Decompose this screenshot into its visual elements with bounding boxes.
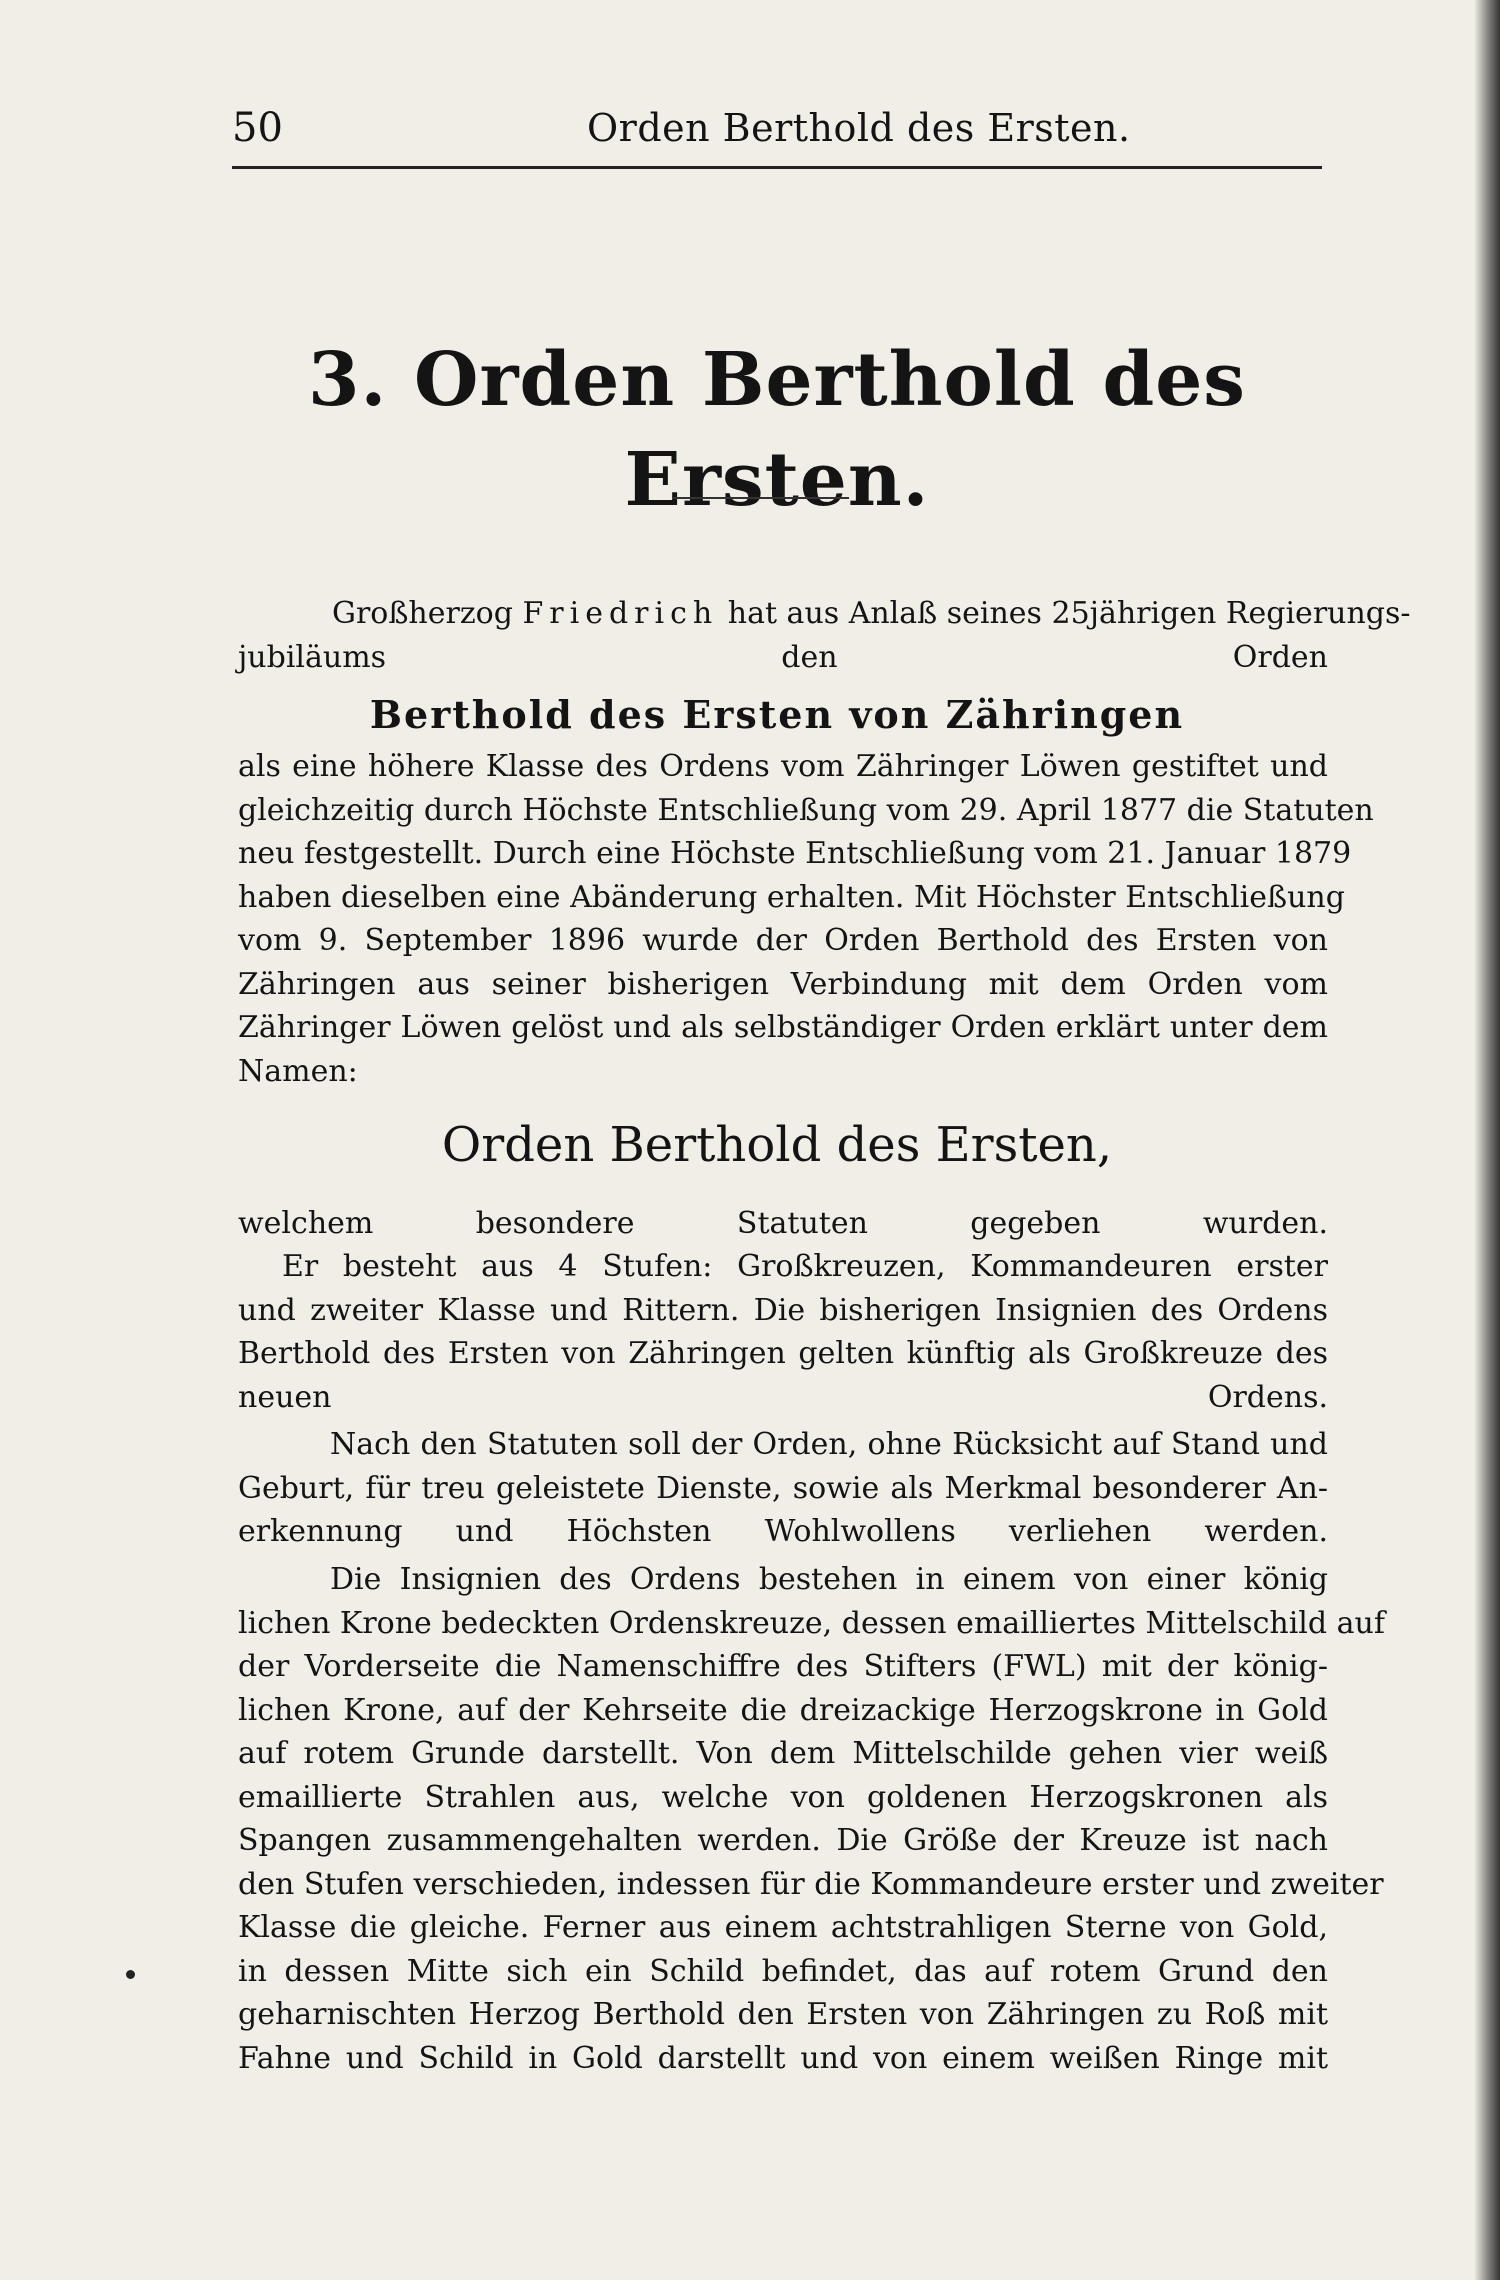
text-line: welchem besondere Statuten gegeben wurden.	[238, 1206, 1328, 1241]
paragraph-intro	[238, 592, 1411, 679]
ink-speck	[126, 1970, 135, 1979]
text-line: lichen Krone bedeckten Ordenskreuze, dessen emailliertes Mittelschild auf	[238, 1605, 1385, 1641]
text-line: vom 9. September 1896 wurde der Orden Berthold des Ersten von	[238, 923, 1328, 958]
text-line: Zähringen aus seiner bisherigen Verbindung mit dem Orden vom	[238, 966, 1328, 1002]
text-line: der Vorderseite die Namenschiffre des Stifters (FWL) mit der könig-	[238, 1649, 1328, 1684]
text-line	[238, 592, 1411, 636]
text-line: erkennung und Höchsten Wohlwollens verliehen werden.	[238, 1514, 1328, 1549]
text-line: Fahne und Schild in Gold darstellt und von einem weißen Ringe mit	[238, 2040, 1328, 2076]
paragraph-classes	[238, 1245, 1328, 1419]
text-line: Spangen zusammengehalten werden. Die Größe der Kreuze ist nach	[238, 1823, 1328, 1858]
text-line: Berthold des Ersten von Zähringen gelten künftig als Großkreuze des	[238, 1336, 1328, 1371]
text-line: Nach den Statuten soll der Orden, ohne Rücksicht auf Stand und	[330, 1427, 1328, 1462]
text-span: hat aus Anlaß seines 25jährigen Regierungs-	[718, 596, 1411, 631]
text-line: Er besteht aus 4 Stufen: Großkreuzen, Kommandeuren erster	[282, 1249, 1328, 1284]
page-number: 50	[232, 105, 283, 151]
paragraph-statutes	[238, 1202, 1328, 1246]
text-line: neuen Ordens.	[238, 1379, 1328, 1415]
text-line: neu festgestellt. Durch eine Höchste Entschließung vom 21. Januar 1879	[238, 836, 1352, 871]
text-line: Namen:	[238, 1053, 358, 1089]
order-name-heading: Berthold des Ersten von Zähringen	[369, 692, 1185, 737]
running-head: Orden Berthold des Ersten.	[587, 106, 1131, 150]
paragraph-history	[238, 745, 1374, 1093]
paragraph-insignia	[238, 1558, 1385, 2080]
order-heading: Orden Berthold des Ersten,	[441, 1117, 1113, 1173]
page-edge-shadow	[1474, 0, 1500, 2280]
header-rule	[232, 166, 1322, 169]
text-line: emaillierte Strahlen aus, welche von goldenen Herzogskronen als	[238, 1779, 1328, 1815]
text-line: lichen Krone, auf der Kehrseite die dreizackige Herzogskrone in Gold	[238, 1692, 1328, 1728]
text-line: haben dieselben eine Abänderung erhalten. Mit Höchster Entschließung	[238, 879, 1345, 915]
text-line: und zweiter Klasse und Rittern. Die bisherigen Insignien des Ordens	[238, 1292, 1328, 1328]
text-line: Geburt, für treu geleistete Dienste, sowie als Merkmal besonderer An-	[238, 1470, 1328, 1506]
text-line: gleichzeitig durch Höchste Entschließung vom 29. April 1877 die Statuten	[238, 792, 1374, 828]
text-line: als eine höhere Klasse des Ordens vom Zähringer Löwen gestiftet und	[238, 749, 1328, 784]
text-line: den Stufen verschieden, indessen für die Kommandeure erster und zweiter	[238, 1866, 1384, 1902]
page-header	[232, 98, 1322, 158]
text-line: auf rotem Grunde darstellt. Von dem Mittelschilde gehen vier weiß	[238, 1736, 1328, 1771]
text-line: geharnischten Herzog Berthold den Ersten von Zähringen zu Roß mit	[238, 1997, 1328, 2032]
text-span: Großherzog	[332, 596, 523, 631]
text-line: Die Insignien des Ordens bestehen in einem von einer könig	[330, 1562, 1328, 1597]
title-rule	[673, 497, 849, 499]
section-title: 3. Orden Berthold des Ersten.	[308, 337, 1246, 523]
text-line: Klasse die gleiche. Ferner aus einem achtstrahligen Sterne von Gold,	[238, 1910, 1328, 1945]
emphasized-name: Friedrich	[522, 596, 719, 631]
paragraph-conferral	[238, 1423, 1328, 1554]
text-line: in dessen Mitte sich ein Schild befindet, das auf rotem Grund den	[238, 1953, 1328, 1989]
text-line: jubiläums den Orden	[238, 639, 1328, 675]
text-line: Zähringer Löwen gelöst und als selbständiger Orden erklärt unter dem	[238, 1010, 1328, 1045]
